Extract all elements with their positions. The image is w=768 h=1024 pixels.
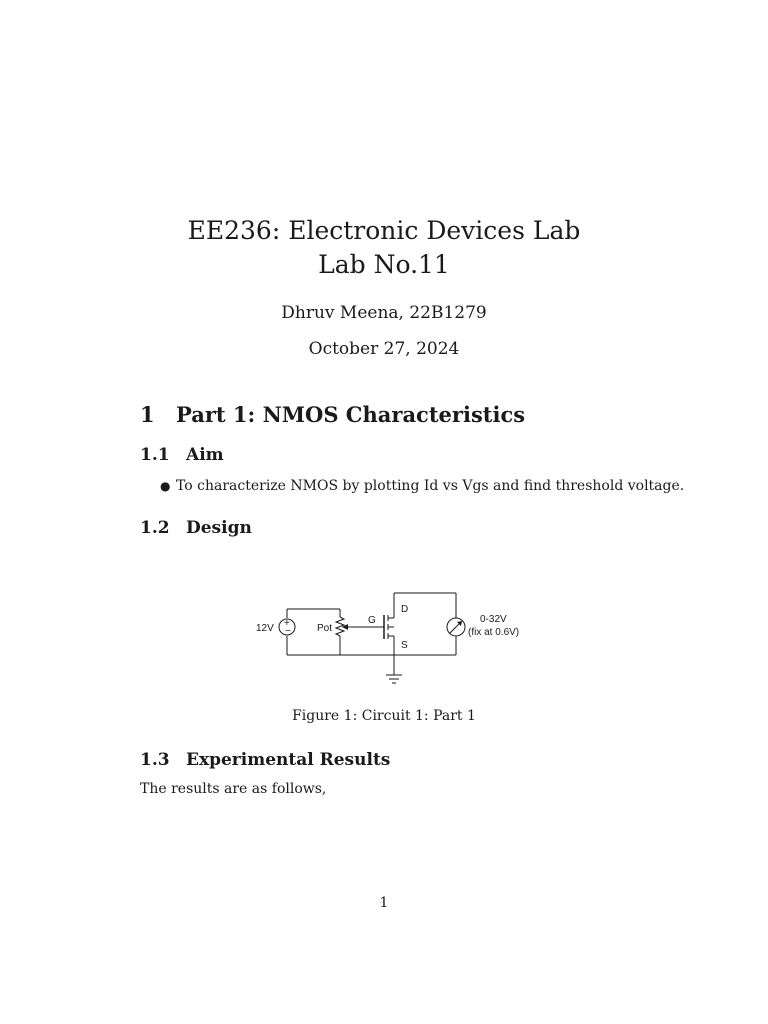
- results-paragraph: The results are as follows,: [140, 781, 327, 797]
- bullet-icon: ●: [160, 479, 171, 493]
- section-title: Part 1: NMOS Characteristics: [176, 402, 526, 427]
- document-subtitle: Lab No.11: [318, 250, 450, 279]
- source-label: S: [401, 640, 408, 651]
- circuit-figure: [250, 585, 540, 695]
- pot-label: Pot: [317, 623, 333, 634]
- bullet-text: To characterize NMOS by plotting Id vs Vgs and find threshold voltage.: [176, 478, 685, 494]
- subsection-number: 1.2: [140, 518, 170, 538]
- figure-caption: Figure 1: Circuit 1: Part 1: [292, 708, 476, 724]
- page-number: 1: [379, 895, 389, 911]
- subsection-results-heading: [140, 749, 390, 771]
- source-voltage-label: 12V: [256, 623, 274, 634]
- subsection-title: Design: [186, 518, 252, 538]
- supply-note-label: (fix at 0.6V): [468, 627, 520, 638]
- subsection-number: 1.3: [140, 750, 170, 770]
- circuit-diagram: [250, 585, 540, 695]
- drain-label: D: [401, 604, 409, 615]
- author-line: Dhruv Meena, 22B1279: [281, 303, 487, 323]
- plus-sign: +: [284, 618, 290, 629]
- subsection-number: 1.1: [140, 445, 170, 465]
- section-number: 1: [140, 402, 155, 427]
- subsection-title: Aim: [186, 445, 224, 465]
- date-line: October 27, 2024: [308, 339, 460, 359]
- aim-bullet-item: [160, 476, 684, 496]
- subsection-aim-heading: [140, 444, 224, 466]
- document-title: EE236: Electronic Devices Lab: [187, 216, 581, 245]
- subsection-design-heading: [140, 517, 252, 539]
- minus-sign: −: [285, 626, 291, 637]
- section-1-heading: [140, 401, 525, 429]
- supply-range-label: 0-32V: [480, 614, 507, 625]
- gate-label: G: [368, 615, 376, 626]
- subsection-title: Experimental Results: [186, 750, 391, 770]
